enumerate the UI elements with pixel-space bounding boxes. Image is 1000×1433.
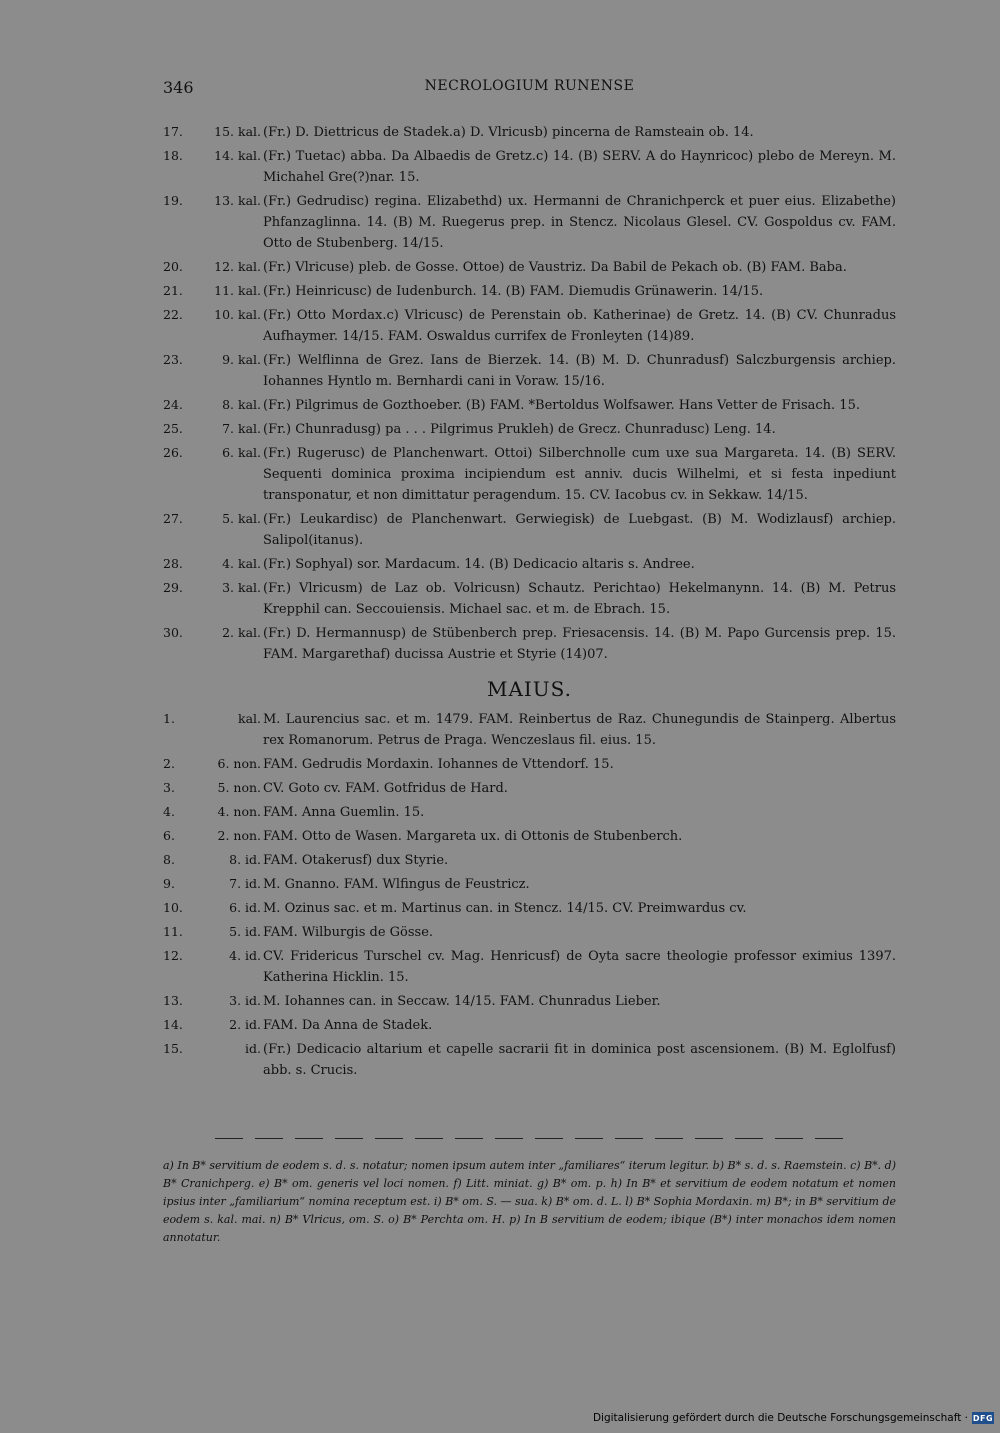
entry-roman-date: 8. kal. — [222, 397, 261, 412]
calendar-entry — [163, 443, 896, 506]
entry-text: FAM. Gedrudis Mordaxin. Iohannes de Vttendorf. 15. — [263, 757, 614, 772]
entry-roman-date: 4. kal. — [222, 556, 261, 571]
entry-text: (Fr.) Otto Mordax.c) Vlricusc) de Perenstain ob. Katherinae) de Gretz. 14. (B) CV. Chunradus Aufhaymer. 14/15. FAM. Oswaldus currifex de Fronleyten (14)89. — [263, 308, 896, 344]
entry-roman-date: 3. id. — [229, 993, 261, 1008]
page-number: 346 — [163, 78, 194, 97]
entry-day-number: 3. — [163, 780, 175, 795]
entry-day-number: 24. — [163, 397, 183, 412]
entry-text: FAM. Wilburgis de Gösse. — [263, 925, 434, 940]
calendar-entry — [163, 509, 896, 551]
entry-text: (Fr.) Tuetac) abba. Da Albaedis de Gretz.c) 14. (B) SERV. A do Haynricoc) plebo de Mereyn. M. Michahel Gre(?)nar. 15. — [263, 149, 896, 185]
entry-day-number: 27. — [163, 511, 183, 526]
entry-day-number: 20. — [163, 259, 183, 274]
calendar-entry — [163, 850, 896, 871]
calendar-entry — [163, 191, 896, 254]
entry-day-number: 22. — [163, 307, 183, 322]
entry-text: (Fr.) Gedrudisc) regina. Elizabethd) ux. Hermanni de Chranichperck et puer eius. Elizabethe) Phfanzaglinna. 14. (B) M. Ruegerus prep. in Stencz. Nicolaus Glesel. CV. Gospoldus cv. FAM. Otto de Stubenberg. 14/15. — [263, 194, 896, 251]
calendar-entry — [163, 709, 896, 751]
calendar-entry — [163, 874, 896, 895]
entry-day-number: 21. — [163, 283, 183, 298]
entry-day-number: 19. — [163, 193, 183, 208]
entry-roman-date: 5. id. — [229, 924, 261, 939]
entry-text: (Fr.) Leukardisc) de Planchenwart. Gerwiegisk) de Luebgast. (B) M. Wodizlausf) archiep. Salipol(itanus). — [263, 512, 896, 548]
entry-text: FAM. Da Anna de Stadek. — [263, 1018, 433, 1033]
page-header — [163, 78, 896, 102]
entry-day-number: 23. — [163, 352, 183, 367]
entry-text: M. Gnanno. FAM. Wlfingus de Feustricz. — [263, 877, 530, 892]
calendar-entry — [163, 305, 896, 347]
entry-roman-date: 4. id. — [229, 948, 261, 963]
entry-text: M. Ozinus sac. et m. Martinus can. in Stencz. 14/15. CV. Preimwardus cv. — [263, 901, 747, 916]
entry-text: FAM. Otakerusf) dux Styrie. — [263, 853, 449, 868]
entry-roman-date: 2. id. — [229, 1017, 261, 1032]
entry-day-number: 30. — [163, 625, 183, 640]
calendar-entry — [163, 898, 896, 919]
entry-roman-date: 6. id. — [229, 900, 261, 915]
entry-day-number: 28. — [163, 556, 183, 571]
calendar-entry — [163, 623, 896, 665]
entry-day-number: 18. — [163, 148, 183, 163]
calendar-entry — [163, 554, 896, 575]
entry-roman-date: 7. id. — [229, 876, 261, 891]
entry-roman-date: 10. kal. — [214, 307, 261, 322]
calendar-entry — [163, 991, 896, 1012]
entry-roman-date: 4. non. — [217, 804, 261, 819]
entry-roman-date: 11. kal. — [214, 283, 261, 298]
entry-day-number: 2. — [163, 756, 175, 771]
entry-roman-date: 2. kal. — [222, 625, 261, 640]
calendar-entry — [163, 1039, 896, 1081]
entry-text: (Fr.) Welflinna de Grez. Ians de Bierzek. 14. (B) M. D. Chunradusf) Salczburgensis archiep. Iohannes Hyntlo m. Bernhardi cani in Voraw. 15/16. — [263, 353, 896, 389]
entry-roman-date: 7. kal. — [222, 421, 261, 436]
entry-day-number: 13. — [163, 993, 183, 1008]
entry-roman-date: 8. id. — [229, 852, 261, 867]
entry-roman-date: 5. non. — [217, 780, 261, 795]
entry-roman-date: id. — [245, 1041, 261, 1056]
entry-roman-date: 12. kal. — [214, 259, 261, 274]
entry-day-number: 11. — [163, 924, 183, 939]
entry-text: (Fr.) Dedicacio altarium et capelle sacrarii fit in dominica post ascensionem. (B) M. Eglolfusf) abb. s. Crucis. — [263, 1042, 896, 1078]
entry-text: CV. Fridericus Turschel cv. Mag. Henricusf) de Oyta sacre theologie professor eximius 1397. Katherina Hicklin. 15. — [263, 949, 896, 985]
entry-text: (Fr.) Vlricusm) de Laz ob. Volricusn) Schautz. Perichtao) Hekelmanynn. 14. (B) M. Petrus Krepphil can. Seccouiensis. Michael sac. et m. de Ebrach. 15. — [263, 581, 896, 617]
dfg-logo: DFG — [972, 1413, 994, 1423]
calendar-entry — [163, 826, 896, 847]
footer-text: Digitalisierung gefördert durch die Deutsche Forschungsgemeinschaft · — [592, 1412, 968, 1424]
entry-roman-date: 2. non. — [217, 828, 261, 843]
entry-day-number: 1. — [163, 711, 175, 726]
entry-roman-date: kal. — [238, 711, 261, 726]
entry-text: (Fr.) Rugerusc) de Planchenwart. Ottoi) Silberchnolle cum uxe sua Margareta. 14. (B) SERV. Sequenti dominica proxima incipiendum est anniv. ducis Wilhelmi, et si festa inpediunt transponatur, et non dimittatur peragendum. 15. CV. Iacobus cv. in Sekkaw. 14/15. — [263, 446, 896, 503]
entry-roman-date: 6. kal. — [222, 445, 261, 460]
entry-text: M. Laurencius sac. et m. 1479. FAM. Reinbertus de Raz. Chunegundis de Stainperg. Albertus rex Romanorum. Petrus de Praga. Wenczeslaus fil. eius. 15. — [263, 712, 896, 748]
calendar-entry — [163, 419, 896, 440]
section-title: MAIUS. — [486, 677, 573, 701]
footnote-separator — [215, 1138, 850, 1139]
entry-day-number: 9. — [163, 876, 175, 891]
entry-roman-date: 6. non. — [217, 756, 261, 771]
footer — [587, 1409, 1000, 1427]
entry-day-number: 10. — [163, 900, 183, 915]
entry-text: FAM. Otto de Wasen. Margareta ux. di Ottonis de Stubenberch. — [263, 829, 683, 844]
necrology-entries — [163, 122, 896, 1084]
calendar-entry — [163, 146, 896, 188]
calendar-entry — [163, 257, 896, 278]
entry-text: (Fr.) Chunradusg) pa . . . Pilgrimus Prukleh) de Grecz. Chunradusc) Leng. 14. — [263, 422, 776, 437]
entry-day-number: 4. — [163, 804, 175, 819]
calendar-entry — [163, 1015, 896, 1036]
entry-day-number: 25. — [163, 421, 183, 436]
calendar-entry — [163, 395, 896, 416]
calendar-entry — [163, 754, 896, 775]
entry-roman-date: 14. kal. — [214, 148, 261, 163]
entry-text: (Fr.) D. Hermannusp) de Stübenberch prep. Friesacensis. 14. (B) M. Papo Gurcensis prep. 15. FAM. Margarethaf) ducissa Austrie et Styrie (14)07. — [263, 626, 896, 662]
calendar-entry — [163, 802, 896, 823]
entry-day-number: 26. — [163, 445, 183, 460]
entry-roman-date: 5. kal. — [222, 511, 261, 526]
entry-day-number: 14. — [163, 1017, 183, 1032]
entry-day-number: 12. — [163, 948, 183, 963]
calendar-entry — [163, 350, 896, 392]
footnotes: a) In B* servitium de eodem s. d. s. notatur; nomen ipsum autem inter „familiares“ iterum legitur. b) B* s. d. s. Raemstein. c) B*. d) B* Cranichperg. e) B* om. generis vel loci nomen. f) Litt. miniat. g) B* om. p. h) In B* et servitium de eodem notatum et nomen ipsius inter „familiarium“ nomina receptum est. i) B* om. S. — sua. k) B* om. d. L. l) B* Sophia Mordaxin. m) B*; in B* servitium de eodem s. kal. mai. n) B* Vlricus, om. S. o) B* Perchta om. H. p) In B servitium de eodem; ibique (B*) inter monachos idem nomen annotatur. — [163, 1159, 896, 1244]
calendar-entry — [163, 946, 896, 988]
calendar-entry — [163, 778, 896, 799]
entry-text: (Fr.) Heinricusc) de Iudenburch. 14. (B) FAM. Diemudis Grünawerin. 14/15. — [263, 284, 764, 299]
calendar-entry — [163, 922, 896, 943]
entry-day-number: 8. — [163, 852, 175, 867]
entry-day-number: 17. — [163, 124, 183, 139]
running-head: NECROLOGIUM RUNENSE — [424, 78, 635, 94]
calendar-entry — [163, 281, 896, 302]
entry-text: (Fr.) D. Diettricus de Stadek.a) D. Vlricusb) pincerna de Ramsteain ob. 14. — [263, 125, 754, 140]
entry-day-number: 6. — [163, 828, 175, 843]
entry-roman-date: 13. kal. — [214, 193, 261, 208]
entry-text: CV. Goto cv. FAM. Gotfridus de Hard. — [263, 781, 508, 796]
entry-roman-date: 15. kal. — [214, 124, 261, 139]
entry-text: FAM. Anna Guemlin. 15. — [263, 805, 425, 820]
entry-text: M. Iohannes can. in Seccaw. 14/15. FAM. Chunradus Lieber. — [263, 994, 661, 1009]
entry-text: (Fr.) Pilgrimus de Gozthoeber. (B) FAM. *Bertoldus Wolfsawer. Hans Vetter de Frisach. 15. — [263, 398, 860, 413]
calendar-entry — [163, 578, 896, 620]
entry-roman-date: 3. kal. — [222, 580, 261, 595]
entry-day-number: 29. — [163, 580, 183, 595]
calendar-entry — [163, 122, 896, 143]
entry-text: (Fr.) Sophyal) sor. Mardacum. 14. (B) Dedicacio altaris s. Andree. — [263, 557, 695, 572]
entry-day-number: 15. — [163, 1041, 183, 1056]
entry-text: (Fr.) Vlricuse) pleb. de Gosse. Ottoe) de Vaustriz. Da Babil de Pekach ob. (B) FAM. Baba. — [263, 260, 847, 275]
entry-roman-date: 9. kal. — [222, 352, 261, 367]
